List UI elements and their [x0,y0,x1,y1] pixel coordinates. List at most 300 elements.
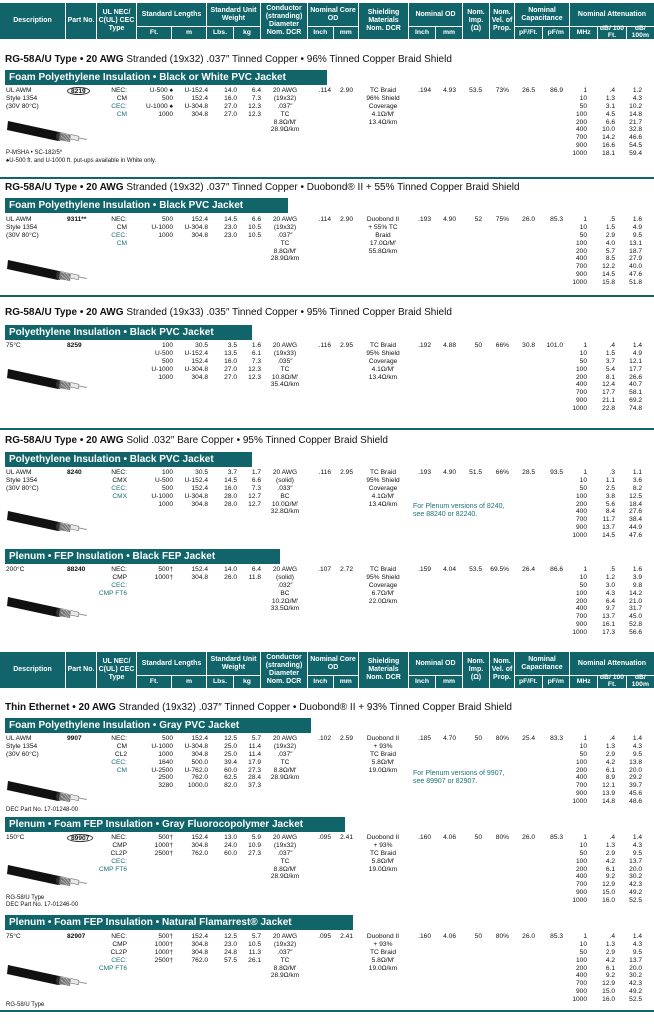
weight-kg-value: 11.8 [248,573,261,581]
capacitance-pfm [536,834,563,842]
attenuation-db100m-value: 49.2 [629,988,642,996]
frequency-value: 100 [575,492,587,500]
ul-type-value: CM [116,239,127,247]
header-ul-label: UL NEC/ C(UL) CEC Type [98,658,135,681]
weight-lbs-value: 39.4 [224,758,237,766]
core-od-inch [309,469,331,477]
header-imp [463,652,490,688]
attenuation-db100m-value: 20.0 [629,766,642,774]
length-m-value: 762.0 [191,849,208,857]
description-value: UL AWM [6,216,32,223]
weight-lbs-value: 12.5 [224,735,237,742]
ul-type-value: NEC: [111,216,127,223]
velocity [485,834,509,842]
length-ft [135,566,173,582]
section-divider [0,1010,654,1012]
attenuation-db100m-value: 3.6 [632,476,642,484]
capacitance-pfft [511,87,535,95]
od-inch-value: .193 [418,216,431,223]
length-ft-value: 500 [161,357,173,365]
weight-lbs-value: 24.0 [224,841,237,849]
description [6,566,66,574]
attenuation-db100ft-value: 3.7 [605,357,615,365]
weight-kg-value: 1.6 [251,342,261,349]
description-value: Style 1354 [6,223,38,231]
weight-lbs [210,933,237,965]
ul-type-value: CL2 [114,750,127,758]
ul-type-value: NEC: [111,87,127,94]
attenuation-db100m-value: 54.5 [629,142,642,150]
weight-lbs-value: 25.0 [224,750,237,758]
frequency-value: 700 [575,389,587,397]
attenuation-db100ft-value: 12.9 [602,980,615,988]
description-value: 75°C [6,933,21,940]
weight-lbs-value: 25.0 [224,742,237,750]
attenuation-db100ft-value: 12.4 [602,381,615,389]
attenuation-db100ft-value: 15.0 [602,988,615,996]
attenuation-db100m-value: 1.6 [632,216,642,223]
frequency-value: 900 [575,524,587,532]
attenuation-db100m-value: 59.4 [629,150,642,158]
weight-lbs-value: 28.0 [224,500,237,508]
conductor-value: TC [280,239,290,247]
length-ft-value: U-1000 [151,492,173,500]
weight-kg-value: 1.7 [251,469,261,476]
attenuation-db100ft-value: 6.1 [605,766,615,774]
description [6,834,66,842]
frequency-value: 1 [583,469,587,476]
attenuation-db100ft-value: 8.5 [605,255,615,263]
frequency-value: 50 [579,102,587,110]
attenuation-db100m-value: 47.6 [629,532,642,540]
attenuation-db100m-value: 40.7 [629,381,642,389]
frequency-value: 900 [575,621,587,629]
table-header [0,652,654,688]
weight-lbs-value: 28.0 [224,492,237,500]
frequency-value: 1000 [572,798,587,806]
ul-type-value: CEC: [111,758,127,766]
shield-value: TC Braid [369,849,396,857]
length-m-value: 304.8 [191,500,208,508]
attenuation-db100ft-value: 15.8 [602,279,615,287]
attenuation-db100ft-value: 2.9 [605,750,615,758]
length-m-value: 152.4 [191,94,208,102]
attenuation-db100ft-value: 1.2 [605,573,615,581]
impedance [460,735,482,743]
od-inch [409,342,431,350]
velocity-value: 69.5% [490,566,509,573]
shield-value: + 93% [373,742,393,750]
shield-value: Coverage [368,102,398,110]
section-type-line [5,307,452,319]
attenuation-db100ft-value: 1.5 [605,349,615,357]
velocity-value: 80% [495,834,509,841]
frequency-value: 1 [583,933,587,940]
attenuation-db100m [616,834,642,905]
impedance [460,469,482,477]
attenuation-db100m-value: 17.7 [629,365,642,373]
capacitance-pfft [511,933,535,941]
conductor-value: 8.8Ω/M′ [273,766,297,774]
frequency-value: 100 [575,956,587,964]
header-sub-ft: Ft. [137,676,172,688]
attenuation-db100m [616,216,642,287]
core-od-mm [331,933,353,941]
shield-value: Duobond II [366,735,400,742]
part-number [67,87,97,96]
weight-kg-value: 6.6 [251,216,261,223]
frequency-value: 400 [575,605,587,613]
conductor-value: 20 AWG [272,469,298,476]
core-od-inch-value: .116 [318,342,331,349]
conductor-value: .035″ [277,357,293,365]
description [6,87,66,111]
attenuation-db100m-value: 1.2 [632,87,642,94]
plenum-version-note [413,770,504,787]
header-att [570,652,654,688]
weight-kg-value: 5.9 [251,834,261,841]
attenuation-db100m-value: 12.5 [629,492,642,500]
capacitance-pfft-value: 26.4 [522,566,535,573]
length-m-value: 304.8 [191,573,208,581]
frequency-value: 400 [575,381,587,389]
ul-type-value: CL2P [110,849,127,857]
shield-value: 4.1Ω/M′ [371,110,395,118]
product-insulation-bar: Polyethylene Insulation • Black PVC Jacket [5,325,252,340]
plenum-version-note [413,503,504,520]
frequency-value: 200 [575,247,587,255]
core-od-mm-value: 2.95 [340,469,353,476]
frequency [565,566,587,637]
shield-value: 96% Shield [366,94,400,102]
header-sub-row [570,26,654,39]
weight-lbs [210,87,237,119]
attenuation-db100m-value: 9.5 [632,231,642,239]
weight-lbs-value: 16.0 [224,357,237,365]
header-sub-inch: Inch [308,676,334,688]
core-od-inch [309,87,331,95]
header-sub-row [409,675,462,688]
attenuation-db100m-value: 40.0 [629,263,642,271]
capacitance-pfm-value: 83.3 [550,735,563,742]
section-divider [0,295,654,297]
frequency-value: 1000 [572,629,587,637]
length-ft-value: U-1000 [151,742,173,750]
capacitance-pfm [536,933,563,941]
weight-kg-value: 5.7 [251,735,261,742]
header-sub-kg: kg [243,677,251,685]
ul-nec-type [97,469,127,501]
description-value: 150°C [6,834,25,841]
attenuation-db100m [616,342,642,413]
length-m-value: 1000.0 [187,782,208,790]
part-number-value: 82907 [67,933,86,940]
footnote: P-MSHA • SC-182/5* [6,150,63,156]
frequency-value: 10 [579,742,587,750]
ul-nec-type [97,87,127,119]
description-value: 200°C [6,566,25,573]
od-inch [409,469,431,477]
attenuation-db100ft-value: 14.2 [602,134,615,142]
attenuation-db100ft-value: 8.4 [605,508,615,516]
length-ft [135,933,173,965]
header-att-label: Nominal Attenuation [577,10,647,18]
attenuation-db100m-value: 9.5 [632,948,642,956]
weight-lbs-value: 13.5 [224,349,237,357]
ul-type-value: NEC: [111,834,127,841]
attenuation-db100ft-value: 2.9 [605,231,615,239]
weight-lbs-value: 3.5 [227,342,237,349]
attenuation-db100m-value: 21.0 [629,597,642,605]
header-sub-row [409,26,462,39]
attenuation-db100m-value: 45.6 [629,790,642,798]
conductor-value: 35.4Ω/km [270,381,300,389]
header-conductor [261,3,308,39]
capacitance-pfm-value: 86.9 [550,87,563,94]
header-sub-row [137,26,206,39]
attenuation-db100m-value: 13.7 [629,956,642,964]
footnote: DEC Part No. 17-01246-00 [6,902,79,908]
attenuation-db100ft-value: 11.7 [602,516,615,524]
frequency-value: 900 [575,397,587,405]
conductor [262,735,308,782]
part-number-value: 8219 [67,87,90,95]
length-ft-value: 1000 [158,373,173,381]
shield [358,834,408,873]
description [6,735,66,759]
od-mm [432,469,456,477]
shield-value: 19.0Ω/km [368,865,398,873]
frequency-value: 10 [579,573,587,581]
attenuation-db100m-value: 13.8 [629,758,642,766]
length-ft [135,87,173,119]
length-ft [135,342,173,381]
attenuation-db100ft-value: 16.0 [602,996,615,1004]
od-mm-value: 4.06 [443,834,456,841]
attenuation-db100ft-value: 1.3 [605,940,615,948]
conductor [262,216,308,263]
capacitance-pfft [511,469,535,477]
weight-kg-value: 11.4 [248,750,261,758]
capacitance-pfft-value: 25.4 [522,735,535,742]
part-number [67,834,97,843]
attenuation-db100ft-value: .4 [609,342,615,349]
header-shield [359,3,409,39]
attenuation-db100m-value: 51.8 [629,279,642,287]
ul-type-value: CMX [112,476,127,484]
conductor-value: 10.2Ω/M′ [271,597,299,605]
core-od-mm-value: 2.41 [340,834,353,841]
core-od-inch-value: .107 [318,566,331,573]
header-sub-row [207,675,260,688]
header-sub-lbs: Lbs. [207,676,234,688]
header-std_len-label: Standard Lengths [141,659,202,667]
frequency-value: 200 [575,373,587,381]
header-std_len-label: Standard Lengths [141,10,202,18]
capacitance-pfft [511,342,535,350]
description-value: Style 1354 [6,94,38,102]
shield-value: + 93% [373,841,393,849]
impedance [460,342,482,350]
shield-value: Coverage [368,357,398,365]
section-divider [0,177,654,179]
attenuation-db100ft-value: 4.2 [605,956,615,964]
weight-lbs-value: 24.8 [224,948,237,956]
description-value: (30V 80°C) [6,484,39,492]
weight-lbs-value: 57.5 [224,956,237,964]
weight-kg [238,87,261,119]
ul-type-value: CM [116,766,127,774]
header-std-len [137,3,207,39]
part-number [67,216,97,224]
impedance-value: 50 [474,834,482,841]
attenuation-db100m-value: 74.8 [629,405,642,413]
attenuation-db100ft-value: 5.6 [605,500,615,508]
description-value: Style 1354 [6,742,38,750]
attenuation-db100ft-value: .3 [609,469,615,476]
weight-lbs-value: 60.0 [224,849,237,857]
attenuation-db100m-value: 44.9 [629,524,642,532]
frequency-value: 100 [575,589,587,597]
header-shield [359,652,409,688]
header-cap [515,3,570,39]
od-mm-value: 4.93 [443,87,456,94]
attenuation-db100m-value: 31.7 [629,605,642,613]
attenuation-db100ft-value: 8.9 [605,774,615,782]
length-m-value: 30.5 [195,469,208,476]
shield [358,933,408,972]
weight-kg-value: 12.3 [248,373,261,381]
attenuation-db100m-value: 18.4 [629,500,642,508]
length-m [172,216,208,240]
product-insulation-bar: Plenum • FEP Insulation • Black FEP Jacket [5,549,280,564]
ul-type-value: CMP [112,573,127,581]
length-ft-value: 2500 [158,774,173,782]
length-m-value: 304.8 [191,948,208,956]
attenuation-db100m-value: 47.6 [629,271,642,279]
frequency-value: 1 [583,735,587,742]
attenuation-db100ft-value: 5.4 [605,365,615,373]
header-sub-pfm: pF/m [547,28,564,36]
header-sub-db100ft: dB/ 100 Ft. [598,27,626,39]
frequency-value: 700 [575,881,587,889]
frequency-value: 1 [583,342,587,349]
velocity-value: 80% [495,735,509,742]
attenuation-db100ft-value: 1.5 [605,223,615,231]
impedance-value: 50 [474,933,482,940]
frequency-value: 900 [575,889,587,897]
weight-kg-value: 28.4 [248,774,261,782]
attenuation-db100m-value: 58.1 [629,389,642,397]
header-sub-row [570,675,654,688]
ul-type-value: NEC: [111,933,127,940]
frequency-value: 700 [575,613,587,621]
shield-value: 95% Shield [366,573,400,581]
header-vel-label: Nom. Vel. of Prop. [491,9,513,32]
attenuation-db100m-value: 1.4 [632,933,642,940]
conductor-value: 20 AWG [272,735,298,742]
header-description-label: Description [13,666,52,674]
attenuation-db100ft-value: 4.5 [605,110,615,118]
weight-lbs-value: 12.5 [224,933,237,940]
plenum-note-line: For Plenum versions of 9907, [413,770,505,777]
velocity [485,469,509,477]
frequency-value: 400 [575,126,587,134]
length-ft [135,735,173,790]
shield-value: 19.0Ω/km [368,964,398,972]
attenuation-db100m-value: 4.3 [632,841,642,849]
weight-kg [238,216,261,240]
header-unit-weight [207,3,261,39]
attenuation-db100m-value: 13.7 [629,857,642,865]
frequency-value: 50 [579,581,587,589]
frequency-value: 900 [575,988,587,996]
attenuation-db100ft-value: .4 [609,834,615,841]
core-od-mm [331,834,353,842]
frequency-value: 100 [575,239,587,247]
weight-kg [238,566,261,582]
length-m-value: U-152.4 [184,87,208,94]
capacitance-pfm [536,216,563,224]
length-m-value: 500.0 [191,758,208,766]
attenuation-db100ft-value: 12.9 [602,881,615,889]
core-od-inch [309,735,331,743]
shield-value: + 93% [373,940,393,948]
od-mm [432,342,456,350]
capacitance-pfft [511,216,535,224]
attenuation-db100m-value: 42.3 [629,881,642,889]
conductor-value: 10.8Ω/M′ [271,373,299,381]
length-m [172,469,208,508]
weight-lbs [210,469,237,508]
attenuation-db100m-value: 1.4 [632,834,642,841]
attenuation-db100m-value: 56.6 [629,629,642,637]
description [6,216,66,240]
ul-type-value: CEC: [111,102,127,110]
attenuation-db100ft-value: 14.5 [602,532,615,540]
header-core [308,652,359,688]
conductor-value: 8.8Ω/M′ [273,865,297,873]
part-number-value: 8259 [67,342,82,349]
shield-value: 22.0Ω/km [368,597,398,605]
attenuation-db100ft-value: 6.6 [605,118,615,126]
coax-cable-illustration [7,772,89,804]
attenuation-db100ft-value: 13.7 [602,613,615,621]
attenuation-db100m-value: 14.8 [629,110,642,118]
attenuation-db100ft-value: 2.9 [605,948,615,956]
length-ft-value: 500† [158,834,173,841]
length-ft-value: 500 [161,216,173,223]
conductor-value: TC [280,857,290,865]
header-sub-mm: mm [339,677,352,685]
attenuation-db100m-value: 26.6 [629,373,642,381]
attenuation-db100ft-value: 4.0 [605,239,615,247]
frequency-value: 50 [579,484,587,492]
shield-value: 19.0Ω/km [368,766,398,774]
header-part_no-label: Part No. [67,17,95,25]
length-m-value: 762.0 [191,774,208,782]
header-unit-weight [207,652,261,688]
attenuation-db100ft-value: 16.6 [602,142,615,150]
header-sub-inch: Inch [409,676,436,688]
header-shield-label: Shielding Materials Nom. DCR [366,658,401,681]
header-conductor-label: Conductor (stranding) Diameter Nom. DCR [265,5,303,36]
weight-lbs-value: 13.0 [224,834,237,841]
attenuation-db100m-value: 45.0 [629,613,642,621]
length-m-value: 30.5 [195,342,208,349]
core-od-mm [331,735,353,743]
attenuation-db100m-value: 10.2 [629,102,642,110]
